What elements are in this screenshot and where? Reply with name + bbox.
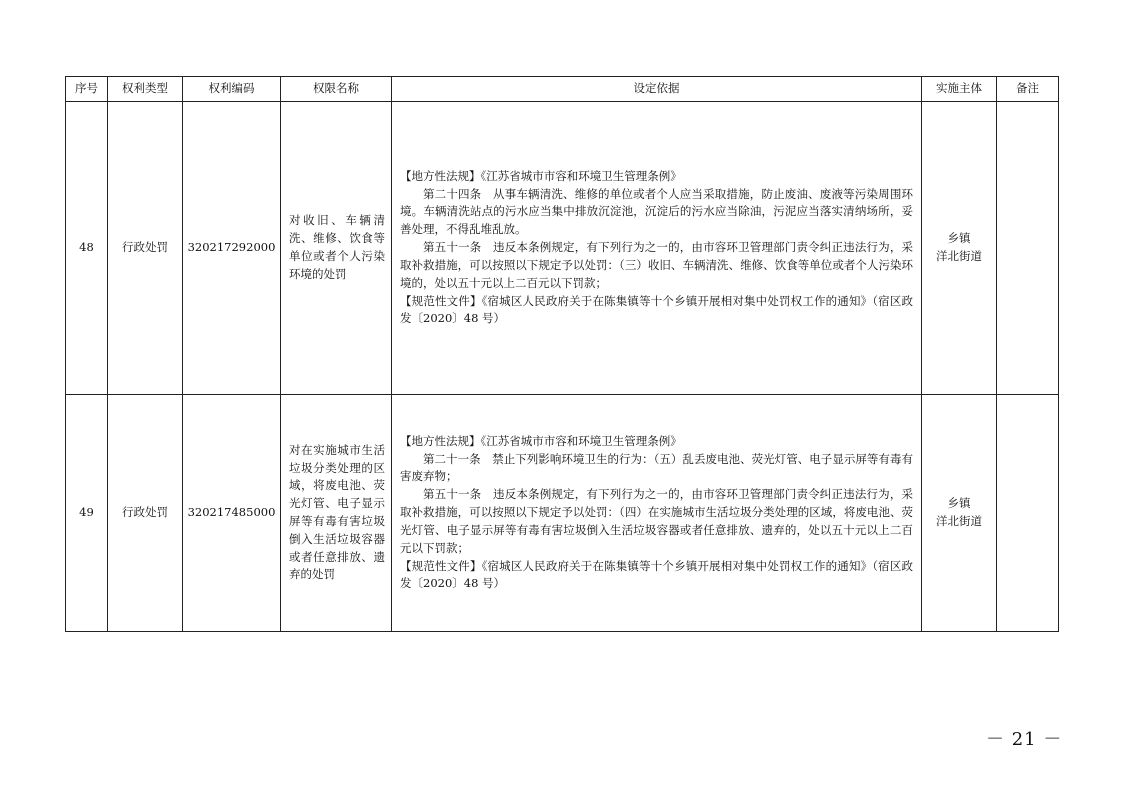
authority-table	[65, 76, 1059, 632]
table-row	[66, 102, 1059, 395]
header-code: 权利编码	[183, 77, 281, 102]
header-no: 序号	[66, 77, 108, 102]
basis-normative-doc: 【规范性文件】《宿城区人民政府关于在陈集镇等十个乡镇开展相对集中处罚权工作的通知》（宿区政发〔2020〕48 号）	[400, 293, 913, 326]
page-number: － 21 －	[986, 729, 1063, 750]
basis-regulation: 【地方性法规】《江苏省城市市容和环境卫生管理条例》	[400, 433, 682, 448]
basis-article: 第五十一条 违反本条例规定，有下列行为之一的，由市容环卫管理部门责令纠正违法行为，采取补救措施，可以按照以下规定予以处罚：（四）在实施城市生活垃圾分类处理的区域，将废电池、荧光灯管、电子显示屏等有毒有害垃圾倒入生活垃圾容器或者任意排放、遗弃的，处以五十元以上二百元以下罚款；	[400, 487, 913, 555]
header-subject: 实施主体	[922, 77, 997, 102]
row-type: 行政处罚	[108, 395, 183, 632]
row-subject	[922, 395, 997, 632]
table-header-row	[66, 77, 1059, 102]
row-name: 对收旧、车辆清洗、维修、饮食等单位或者个人污染环境的处罚	[281, 102, 392, 395]
subject-line: 洋北街道	[936, 514, 982, 528]
basis-article: 第五十一条 违反本条例规定，有下列行为之一的，由市容环卫管理部门责令纠正违法行为，采取补救措施，可以按照以下规定予以处罚：（三）收旧、车辆清洗、维修、饮食等单位或者个人污染环境的，处以五十元以上二百元以下罚款；	[400, 240, 913, 290]
basis-article: 第二十四条 从事车辆清洗、维修的单位或者个人应当采取措施，防止废油、废液等污染周围环境。车辆清洗站点的污水应当集中排放沉淀池，沉淀后的污水应当除油，污泥应当落实清纳场所，妥善处理，不得乱堆乱放。	[400, 186, 913, 237]
subject-line: 乡镇	[947, 231, 971, 246]
row-remark	[997, 102, 1059, 395]
row-remark	[997, 395, 1059, 632]
row-basis	[392, 102, 922, 395]
subject-line: 洋北街道	[936, 249, 982, 263]
row-code: 320217485000	[183, 395, 281, 632]
header-remark: 备注	[997, 77, 1059, 102]
row-no: 48	[66, 102, 108, 395]
header-type: 权利类型	[108, 77, 183, 102]
subject-line: 乡镇	[947, 496, 971, 511]
header-basis: 设定依据	[392, 77, 922, 102]
basis-article: 第二十一条 禁止下列影响环境卫生的行为：（五）乱丢废电池、荧光灯管、电子显示屏等有毒有害废弃物；	[400, 451, 913, 484]
header-name: 权限名称	[281, 77, 392, 102]
basis-normative-doc: 【规范性文件】《宿城区人民政府关于在陈集镇等十个乡镇开展相对集中处罚权工作的通知》（宿区政发〔2020〕48 号）	[400, 558, 913, 591]
row-code: 320217292000	[183, 102, 281, 395]
row-name: 对在实施城市生活垃圾分类处理的区域，将废电池、荧光灯管、电子显示屏等有毒有害垃圾倒入生活垃圾容器或者任意排放、遗弃的处罚	[281, 395, 392, 632]
table-row	[66, 395, 1059, 632]
basis-regulation: 【地方性法规】《江苏省城市市容和环境卫生管理条例》	[400, 168, 682, 183]
row-no: 49	[66, 395, 108, 632]
row-basis	[392, 395, 922, 632]
row-subject	[922, 102, 997, 395]
row-type: 行政处罚	[108, 102, 183, 395]
